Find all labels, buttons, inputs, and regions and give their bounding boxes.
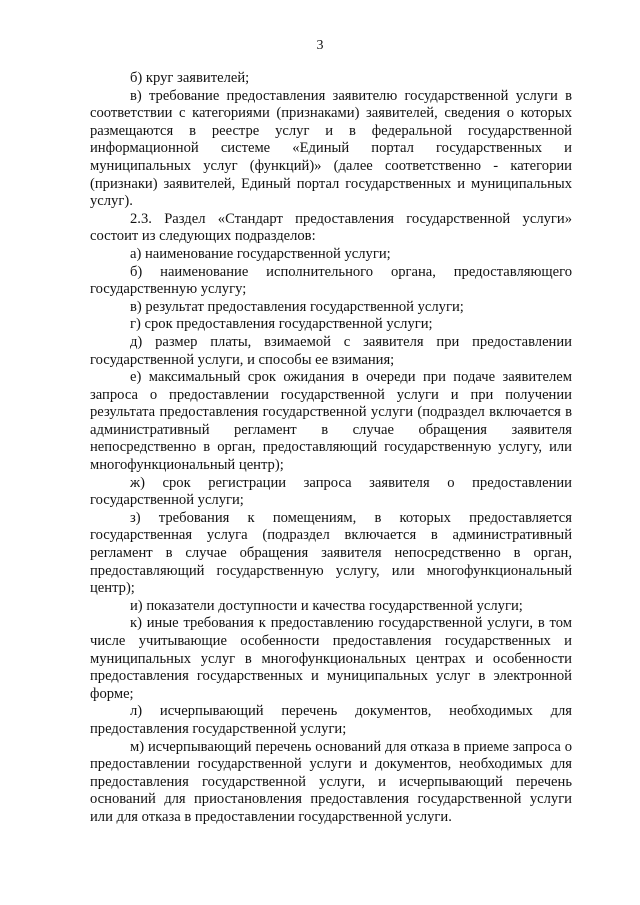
list-item-l: л) исчерпывающий перечень документов, необходимых для предоставления государственной услуги; <box>90 703 572 737</box>
paragraph-v-requirement: в) требование предоставления заявителю государственной услуги в соответствии с категориями (признаками) заявителей, сведения о которых размещаются в реестре услуг и в федеральной государственной информационной системе «Единый портал государственных и муниципальных услуг (функций)» (далее соответственно - категории (признаки) заявителей, Единый портал государственных и муниципальных услуг). <box>90 87 572 210</box>
list-item-a: а) наименование государственной услуги; <box>130 245 391 262</box>
paragraph-b-applicants: б) круг заявителей; <box>130 70 250 86</box>
paragraph-section-2-3: 2.3. Раздел «Стандарт предоставления государственной услуги» состоит из следующих подразделов: <box>90 210 572 245</box>
page-number: 3 <box>316 38 324 53</box>
list-item-z: з) требования к помещениям, в которых предоставляется государственная услуга (подраздел включается в административный регламент в случае обращения заявителя непосредственно в орган, предоставляющий государственную услугу, или многофункциональный центр); <box>90 509 572 597</box>
list-item-e: е) максимальный срок ожидания в очереди при подаче заявителем запроса о предоставлении государственной услуги и при получении результата предоставления государственной услуги (подраздел включается в административный регламент в случае обращения заявителя непосредственно в орган, предоставляющий государственную услугу, или многофункциональный центр); <box>90 369 572 474</box>
list-item-i: и) показатели доступности и качества государственной услуги; <box>130 597 523 614</box>
document-body <box>90 70 572 827</box>
list-item-b: б) наименование исполнительного органа, предоставляющего государственную услугу; <box>90 263 572 298</box>
list-item-zh: ж) срок регистрации запроса заявителя о предоставлении государственной услуги; <box>90 474 572 509</box>
list-item-d: д) размер платы, взимаемой с заявителя при предоставлении государственной услуги, и способы ее взимания; <box>90 333 572 368</box>
list-item-g: г) срок предоставления государственной услуги; <box>130 316 433 333</box>
list-item-v: в) результат предоставления государственной услуги; <box>130 298 464 315</box>
list-item-k: к) иные требования к предоставлению государственной услуги, в том числе учитывающие особенности предоставления государственных и муниципальных услуг в многофункциональных центрах и особенности предоставления государственных и муниципальных услуг в электронной форме; <box>90 615 572 702</box>
list-item-m: м) исчерпывающий перечень оснований для отказа в приеме запроса о предоставлении государственной услуги и документов, необходимых для предоставления государственной услуги, и исчерпывающий перечень оснований для приостановления предоставления государственной услуги или для отказа в предоставлении государственной услуги. <box>90 738 572 825</box>
